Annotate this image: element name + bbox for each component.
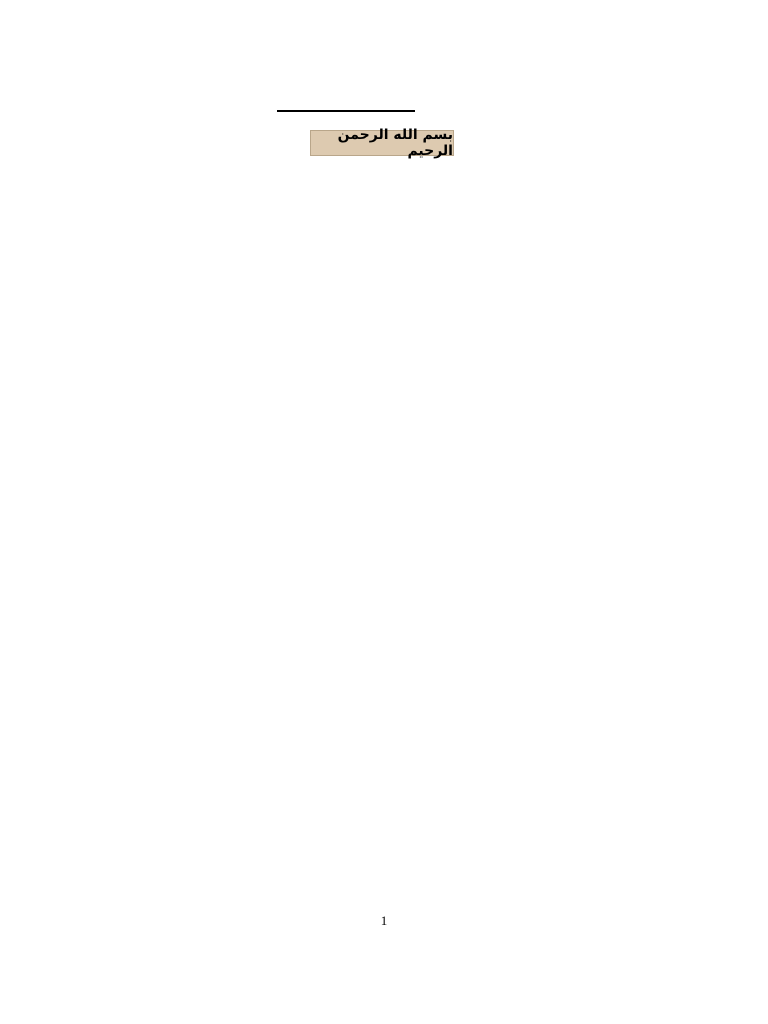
- header-rule: [277, 110, 415, 112]
- basmala-heading: بسم الله الرحمن الرحيم: [310, 130, 454, 156]
- page-number: 1: [380, 913, 388, 928]
- body-text: [110, 165, 685, 171]
